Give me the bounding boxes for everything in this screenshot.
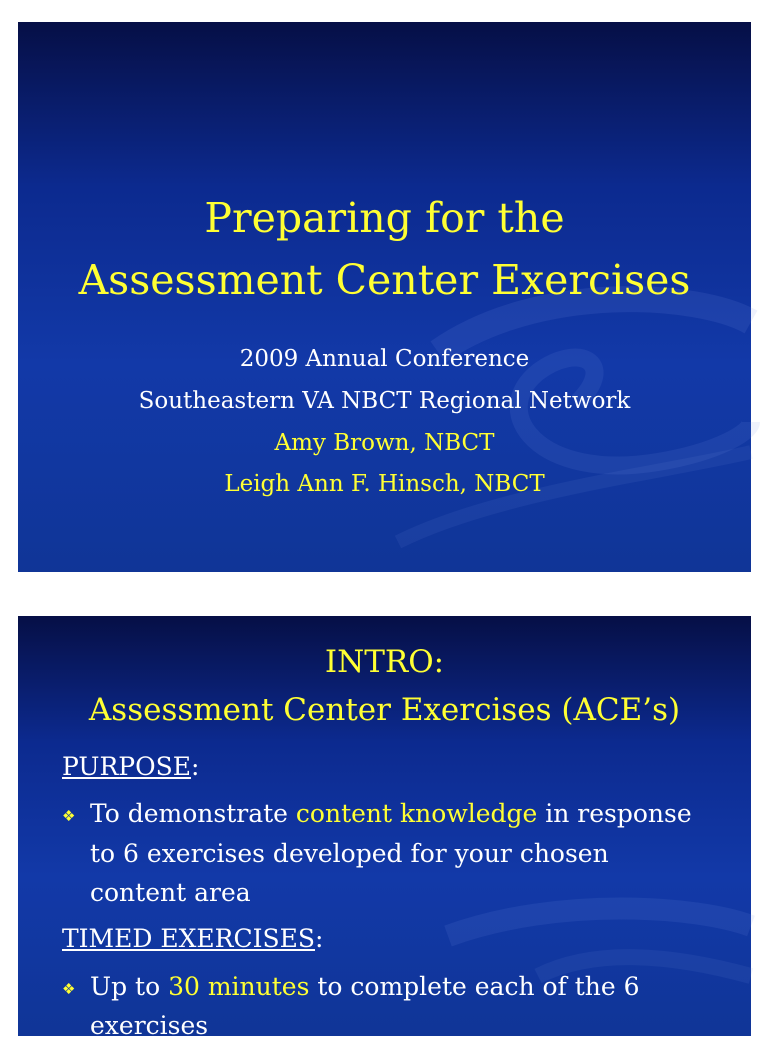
purpose-bullet-line3: content area bbox=[90, 878, 251, 907]
conference-name: 2009 Annual Conference bbox=[239, 346, 530, 372]
timed-bullet-line1 bbox=[90, 969, 640, 1005]
presenter-2: Leigh Ann F. Hinsch, NBCT bbox=[224, 471, 545, 497]
slide-title-line2: Assessment Center Exercises (ACE’s) bbox=[88, 692, 681, 728]
timed-heading bbox=[62, 922, 323, 956]
timed-text-pre: Up to bbox=[90, 972, 169, 1001]
purpose-text-post: in response bbox=[537, 799, 692, 828]
presenter-1: Amy Brown, NBCT bbox=[274, 430, 495, 456]
intro-slide bbox=[18, 616, 751, 1040]
purpose-heading bbox=[62, 750, 199, 784]
timed-text-post: to complete each of the 6 bbox=[309, 972, 640, 1001]
title-slide bbox=[18, 22, 751, 572]
network-name: Southeastern VA NBCT Regional Network bbox=[138, 388, 631, 414]
purpose-highlight: content knowledge bbox=[295, 799, 538, 828]
timed-heading-colon: : bbox=[315, 924, 324, 953]
purpose-bullet-line2: to 6 exercises developed for your chosen bbox=[90, 839, 609, 868]
timed-heading-text: TIMED EXERCISES bbox=[62, 924, 316, 953]
diamond-bullet-icon: ❖ bbox=[62, 807, 76, 825]
timed-highlight: 30 minutes bbox=[168, 972, 310, 1001]
slide-title-line1: Preparing for the bbox=[204, 194, 565, 242]
timed-bullet-line2: exercises bbox=[90, 1011, 209, 1040]
slide-title-line2: Assessment Center Exercises bbox=[78, 256, 691, 304]
purpose-heading-text: PURPOSE bbox=[62, 752, 191, 781]
purpose-text-pre: To demonstrate bbox=[90, 799, 296, 828]
slide-title-line1: INTRO: bbox=[324, 644, 445, 680]
diamond-bullet-icon: ❖ bbox=[62, 980, 76, 998]
purpose-heading-colon: : bbox=[190, 752, 200, 781]
purpose-bullet-line1 bbox=[90, 796, 692, 832]
